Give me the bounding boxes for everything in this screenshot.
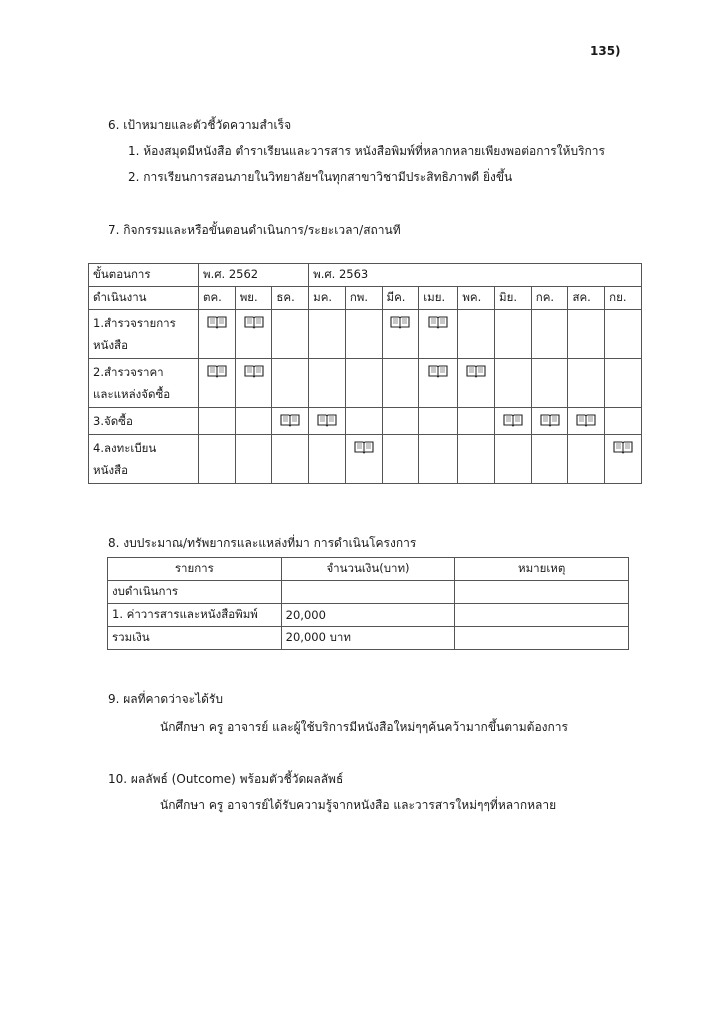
open-book-icon <box>576 413 596 427</box>
schedule-cell <box>199 408 236 435</box>
open-book-icon <box>207 315 227 329</box>
schedule-cell <box>199 435 236 484</box>
schedule-cell <box>272 310 309 359</box>
step-header-line2: ดำเนินงาน <box>89 287 199 310</box>
schedule-cell <box>458 435 495 484</box>
open-book-icon <box>466 364 486 378</box>
budget-row-1-amount <box>281 581 455 604</box>
open-book-icon <box>428 315 448 329</box>
section6-item-2: 2. การเรียนการสอนภายในวิทยาลัยฯในทุกสาขาวิชามีประสิทธิภาพดี ยิ่งขึ้น <box>128 170 513 184</box>
schedule-cell <box>235 310 272 359</box>
schedule-cell <box>345 408 382 435</box>
section9-text: นักศึกษา ครู อาจารย์ และผู้ใช้บริการมีหนังสือใหม่ๆๆค้นคว้ามากขึ้นตามต้องการ <box>160 720 568 734</box>
schedule-cell <box>345 359 382 408</box>
budget-row-3-amount: 20,000 บาท <box>281 627 455 650</box>
open-book-icon <box>280 413 300 427</box>
schedule-cell <box>568 359 605 408</box>
budget-row-3-note <box>455 627 629 650</box>
open-book-icon <box>207 364 227 378</box>
schedule-cell <box>531 310 568 359</box>
schedule-cell <box>568 435 605 484</box>
open-book-icon <box>613 440 633 454</box>
step-label <box>89 408 199 435</box>
schedule-cell <box>419 310 458 359</box>
open-book-icon <box>354 440 374 454</box>
schedule-cell <box>309 408 346 435</box>
budget-row-1-item: งบดำเนินการ <box>108 581 282 604</box>
schedule-cell <box>419 435 458 484</box>
step-label-line2: หนังสือ <box>93 463 128 477</box>
step-label-line1: 3.จัดซื้อ <box>93 414 133 428</box>
open-book-icon <box>317 413 337 427</box>
schedule-cell <box>531 408 568 435</box>
schedule-cell <box>605 408 642 435</box>
schedule-cell <box>272 435 309 484</box>
schedule-row <box>89 310 642 359</box>
schedule-cell <box>458 408 495 435</box>
schedule-cell <box>382 408 419 435</box>
month-header: กย. <box>605 287 642 310</box>
schedule-cell <box>345 435 382 484</box>
budget-header-amount: จำนวนเงิน(บาท) <box>281 558 455 581</box>
schedule-cell <box>495 408 532 435</box>
section9-heading: 9. ผลที่คาดว่าจะได้รับ <box>108 692 223 706</box>
section6-heading: 6. เป้าหมายและตัวชี้วัดความสำเร็จ <box>108 118 292 132</box>
budget-row-2-item: 1. ค่าวารสารและหนังสือพิมพ์ <box>108 604 282 627</box>
schedule-cell <box>199 310 236 359</box>
schedule-cell <box>568 310 605 359</box>
open-book-icon <box>428 364 448 378</box>
step-label-line1: 4.ลงทะเบียน <box>93 441 157 455</box>
step-label <box>89 359 199 408</box>
open-book-icon <box>244 315 264 329</box>
schedule-cell <box>605 310 642 359</box>
section6-item-1: 1. ห้องสมุดมีหนังสือ ตำราเรียนและวารสาร หนังสือพิมพ์ที่หลากหลายเพียงพอต่อการให้บริการ <box>128 144 605 158</box>
budget-header-note: หมายเหตุ <box>455 558 629 581</box>
open-book-icon <box>244 364 264 378</box>
schedule-cell <box>235 359 272 408</box>
schedule-row <box>89 408 642 435</box>
schedule-row <box>89 435 642 484</box>
schedule-cell <box>419 359 458 408</box>
section10-heading: 10. ผลลัพธ์ (Outcome) พร้อมตัวชี้วัดผลลัพธ์ <box>108 772 344 786</box>
schedule-cell <box>605 359 642 408</box>
month-header: มค. <box>309 287 346 310</box>
schedule-cell <box>458 359 495 408</box>
schedule-row <box>89 359 642 408</box>
month-header: ธค. <box>272 287 309 310</box>
schedule-cell <box>309 435 346 484</box>
budget-table <box>107 557 629 650</box>
schedule-cell <box>199 359 236 408</box>
section8-heading: 8. งบประมาณ/ทรัพยากรและแหล่งที่มา การดำเนินโครงการ <box>108 536 417 550</box>
schedule-cell <box>531 359 568 408</box>
budget-row-1-note <box>455 581 629 604</box>
month-header: พค. <box>458 287 495 310</box>
month-header: มีค. <box>382 287 419 310</box>
month-header: เมย. <box>419 287 458 310</box>
schedule-cell <box>235 408 272 435</box>
schedule-cell <box>495 435 532 484</box>
month-header: พย. <box>235 287 272 310</box>
schedule-cell <box>495 359 532 408</box>
schedule-cell <box>568 408 605 435</box>
schedule-cell <box>458 310 495 359</box>
month-header: มิย. <box>495 287 532 310</box>
budget-row-2-amount: 20,000 <box>281 604 455 627</box>
budget-header-item: รายการ <box>108 558 282 581</box>
year-2562-header: พ.ศ. 2562 <box>199 264 309 287</box>
schedule-cell <box>272 359 309 408</box>
open-book-icon <box>503 413 523 427</box>
schedule-cell <box>419 408 458 435</box>
month-header: กพ. <box>345 287 382 310</box>
schedule-cell <box>272 408 309 435</box>
schedule-table <box>88 263 642 484</box>
budget-row-2-note <box>455 604 629 627</box>
schedule-cell <box>531 435 568 484</box>
section10-text: นักศึกษา ครู อาจารย์ได้รับความรู้จากหนังสือ และวารสารใหม่ๆๆที่หลากหลาย <box>160 798 557 812</box>
schedule-cell <box>382 359 419 408</box>
schedule-cell <box>495 310 532 359</box>
open-book-icon <box>540 413 560 427</box>
section7-heading: 7. กิจกรรมและหรือขั้นตอนดำเนินการ/ระยะเวลา/สถานที <box>108 223 401 237</box>
schedule-cell <box>605 435 642 484</box>
schedule-cell <box>382 435 419 484</box>
month-header: กค. <box>531 287 568 310</box>
step-label-line2: และแหล่งจัดซื้อ <box>93 387 171 401</box>
schedule-cell <box>309 310 346 359</box>
month-header: สค. <box>568 287 605 310</box>
step-label <box>89 435 199 484</box>
schedule-cell <box>345 310 382 359</box>
budget-row-3-item: รวมเงิน <box>108 627 282 650</box>
schedule-cell <box>235 435 272 484</box>
schedule-cell <box>309 359 346 408</box>
month-header: ตค. <box>199 287 236 310</box>
step-header-line1: ขั้นตอนการ <box>89 264 199 287</box>
step-label-line1: 2.สำรวจราคา <box>93 365 164 379</box>
step-label-line2: หนังสือ <box>93 338 128 352</box>
year-2563-header: พ.ศ. 2563 <box>309 264 642 287</box>
open-book-icon <box>390 315 410 329</box>
step-label <box>89 310 199 359</box>
schedule-cell <box>382 310 419 359</box>
step-label-line1: 1.สำรวจรายการ <box>93 316 176 330</box>
page-number: 135) <box>590 44 621 58</box>
